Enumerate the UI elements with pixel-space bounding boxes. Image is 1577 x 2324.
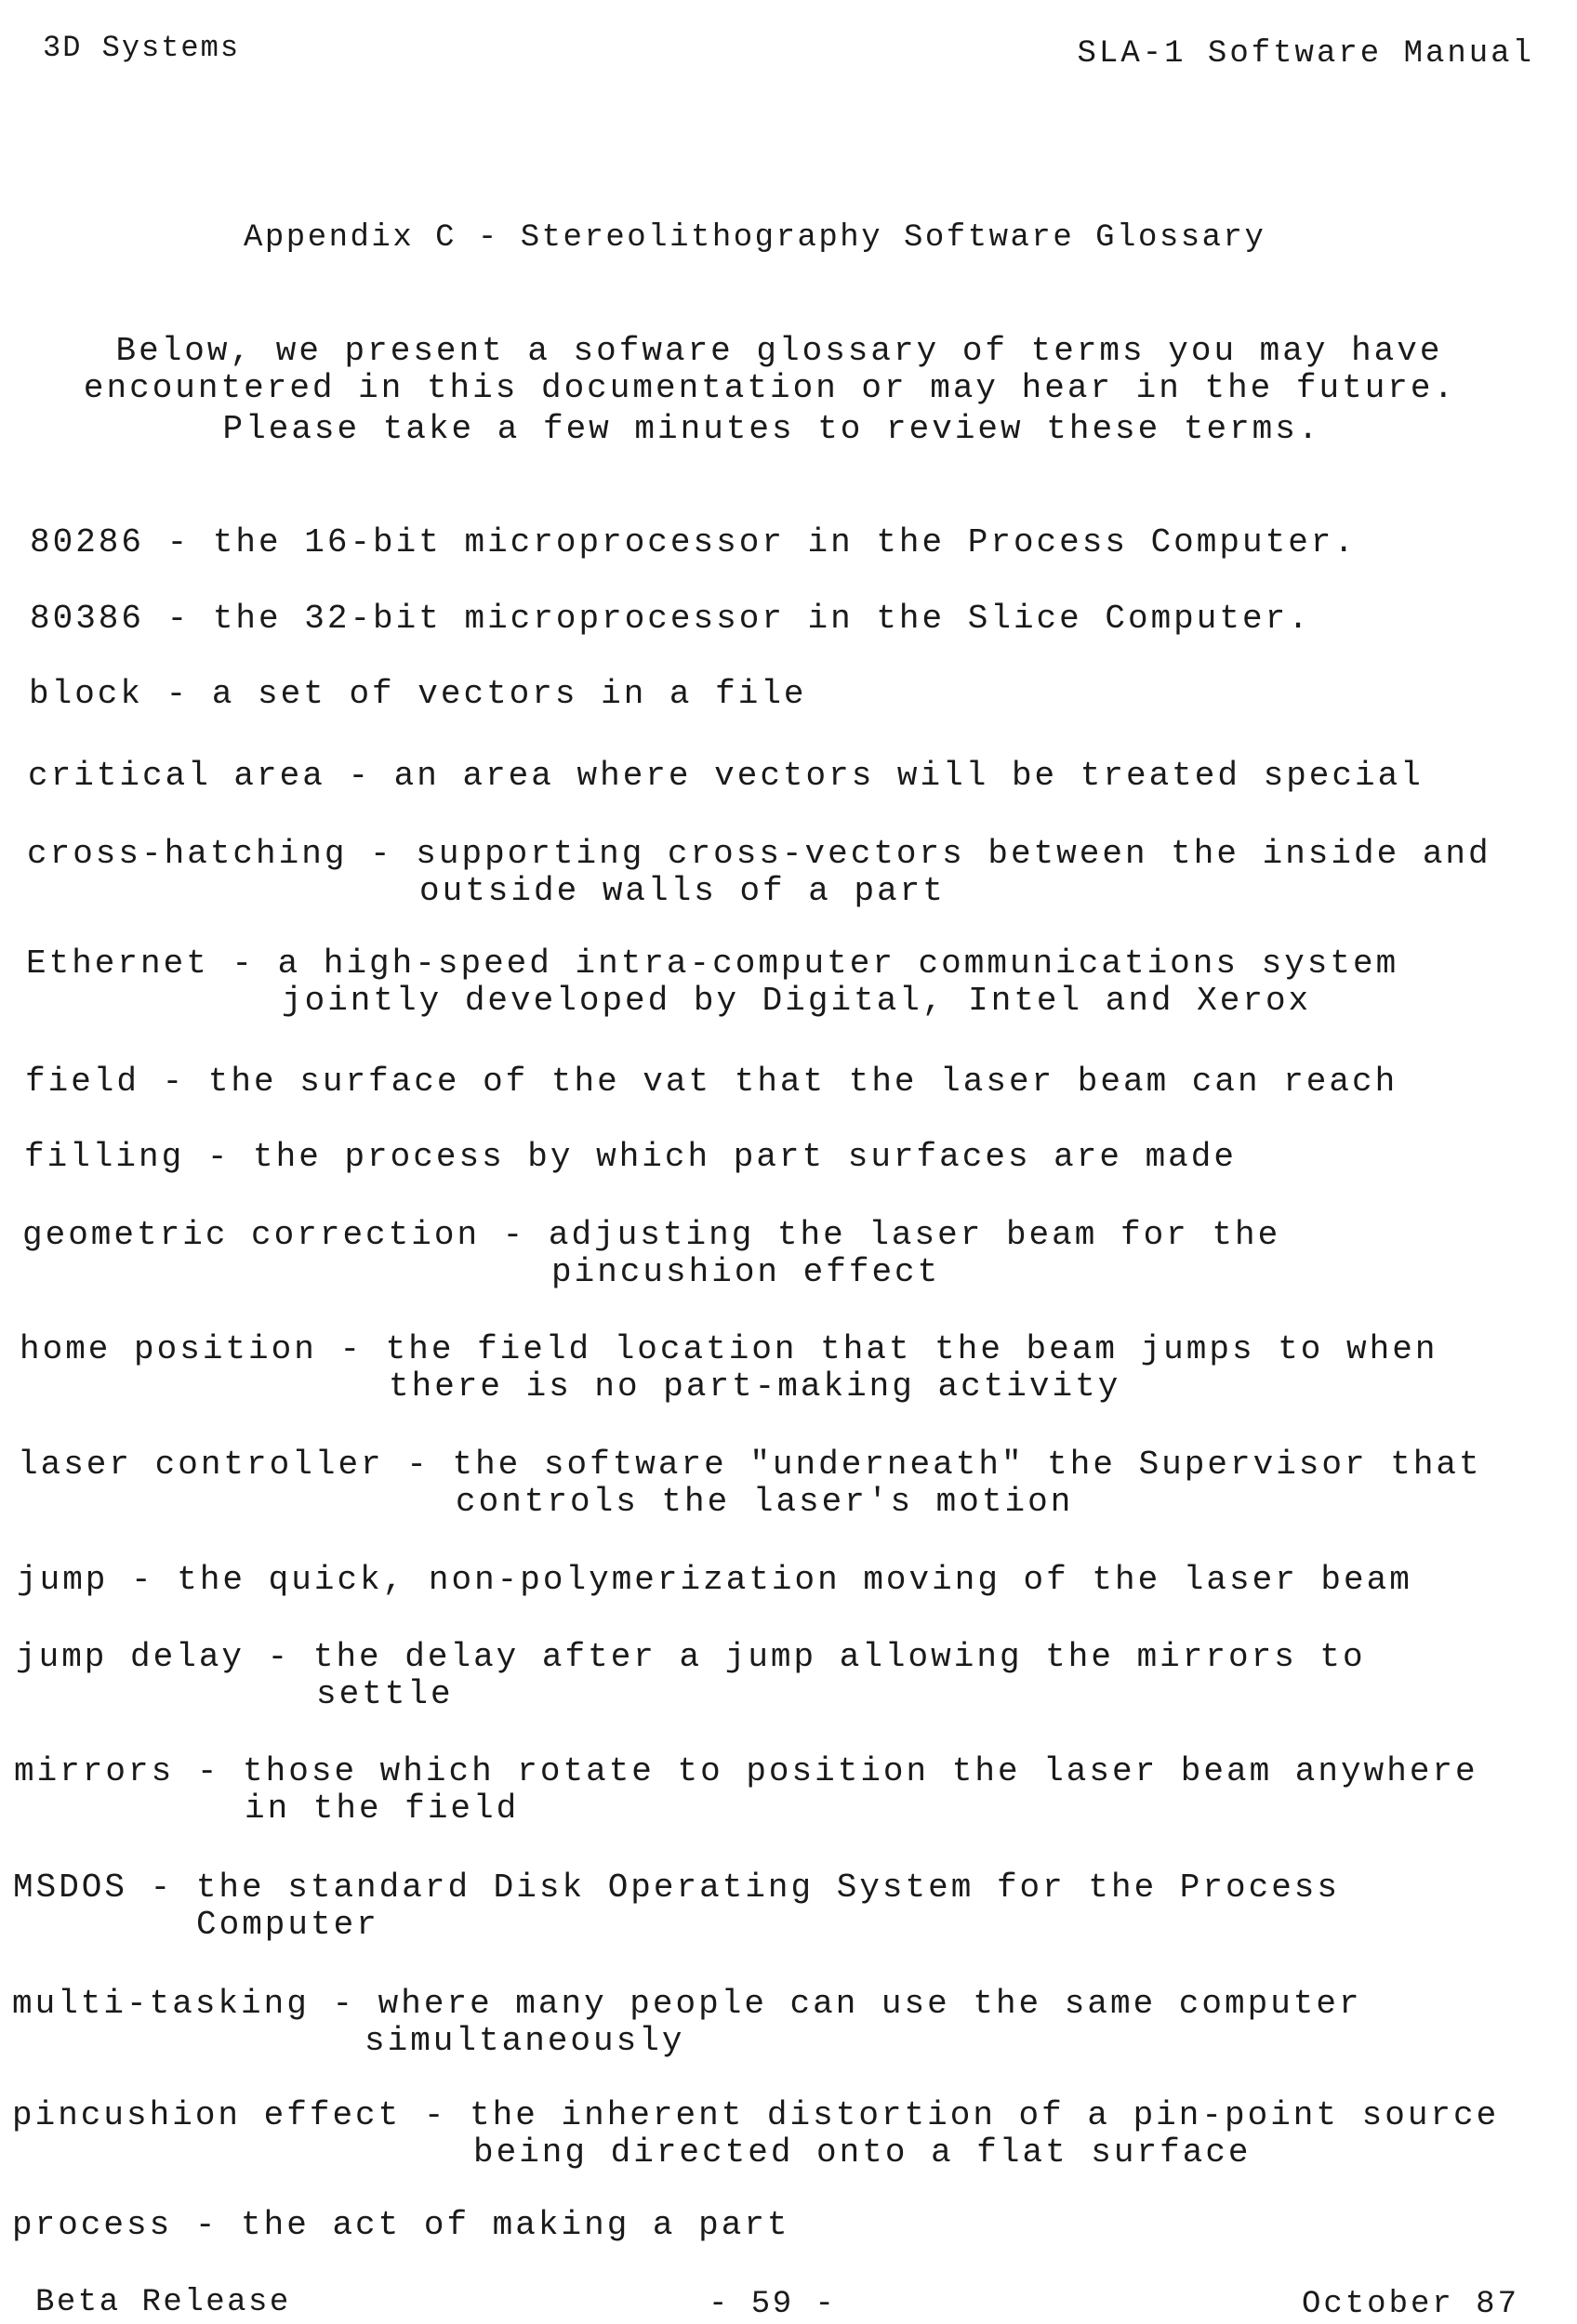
page-number: - 59 - xyxy=(709,2286,836,2323)
glossary-entry-ethernet xyxy=(26,945,1398,1020)
glossary-entry-jump xyxy=(17,1562,1412,1599)
entry-text: geometric correction - adjusting the laser beam for the xyxy=(22,1217,1280,1254)
footer-release: Beta Release xyxy=(35,2284,291,2321)
entry-continuation: outside walls of a part xyxy=(27,873,1491,910)
entry-text: 80386 - the 32-bit microprocessor in the Slice Computer. xyxy=(30,601,1311,638)
intro-line-1: Below, we present a sofware glossary of terms you may have xyxy=(0,333,1568,370)
glossary-entry-field xyxy=(25,1063,1398,1101)
entry-text: home position - the field location that the beam jumps to when xyxy=(20,1331,1438,1368)
entry-continuation: jointly developed by Digital, Intel and Xerox xyxy=(26,983,1398,1020)
glossary-entry-pincushion-effect xyxy=(12,2097,1499,2172)
entry-continuation: settle xyxy=(16,1676,1366,1713)
entry-text: multi-tasking - where many people can use the same computer xyxy=(12,1986,1362,2023)
glossary-entry-geometric-correction xyxy=(22,1217,1280,1291)
footer-date: October 87 xyxy=(1302,2286,1519,2323)
glossary-entry-process xyxy=(12,2207,790,2244)
entry-text: pincushion effect - the inherent distortion of a pin-point source xyxy=(12,2097,1499,2134)
entry-continuation: being directed onto a flat surface xyxy=(12,2134,1499,2172)
glossary-entry-laser-controller xyxy=(18,1446,1482,1521)
page-title: Appendix C - Stereolithography Software Glossary xyxy=(244,219,1266,257)
entry-text: jump delay - the delay after a jump allowing the mirrors to xyxy=(16,1639,1366,1676)
entry-text: MSDOS - the standard Disk Operating System for the Process xyxy=(13,1869,1340,1907)
glossary-entry-cross-hatching xyxy=(27,836,1491,910)
glossary-entry-mirrors xyxy=(14,1753,1478,1828)
entry-text: critical area - an area where vectors will be treated special xyxy=(28,758,1424,795)
glossary-entry-home-position xyxy=(20,1331,1438,1406)
entry-continuation: Computer xyxy=(13,1907,1340,1944)
entry-text: 80286 - the 16-bit microprocessor in the Process Computer. xyxy=(30,524,1357,561)
glossary-entry-80286 xyxy=(30,524,1357,561)
intro-line-3: Please take a few minutes to review these terms. xyxy=(0,411,1560,448)
entry-text: process - the act of making a part xyxy=(12,2207,790,2244)
intro-line-2: encountered in this documentation or may hear in the future. xyxy=(0,370,1558,407)
glossary-entry-msdos xyxy=(13,1869,1340,1944)
entry-text: filling - the process by which part surfaces are made xyxy=(24,1139,1237,1176)
glossary-entry-critical-area xyxy=(28,758,1424,795)
header-company: 3D Systems xyxy=(43,30,240,67)
entry-text: field - the surface of the vat that the laser beam can reach xyxy=(25,1063,1398,1101)
entry-continuation: controls the laser's motion xyxy=(18,1484,1482,1521)
glossary-entry-jump-delay xyxy=(16,1639,1366,1713)
entry-text: jump - the quick, non-polymerization moving of the laser beam xyxy=(17,1562,1412,1599)
header-manual-title: SLA-1 Software Manual xyxy=(1078,35,1534,73)
glossary-entry-block xyxy=(29,676,807,713)
entry-text: cross-hatching - supporting cross-vectors between the inside and xyxy=(27,836,1491,873)
entry-continuation: there is no part-making activity xyxy=(20,1368,1438,1406)
glossary-entry-multi-tasking xyxy=(12,1986,1362,2060)
entry-text: Ethernet - a high-speed intra-computer communications system xyxy=(26,945,1398,983)
entry-text: laser controller - the software "underneath" the Supervisor that xyxy=(18,1446,1482,1484)
entry-continuation: pincushion effect xyxy=(22,1254,1280,1291)
glossary-entry-filling xyxy=(24,1139,1237,1176)
entry-text: mirrors - those which rotate to position the laser beam anywhere xyxy=(14,1753,1478,1790)
entry-continuation: in the field xyxy=(14,1790,1478,1828)
glossary-entry-80386 xyxy=(30,601,1311,638)
entry-text: block - a set of vectors in a file xyxy=(29,676,807,713)
entry-continuation: simultaneously xyxy=(12,2023,1362,2060)
